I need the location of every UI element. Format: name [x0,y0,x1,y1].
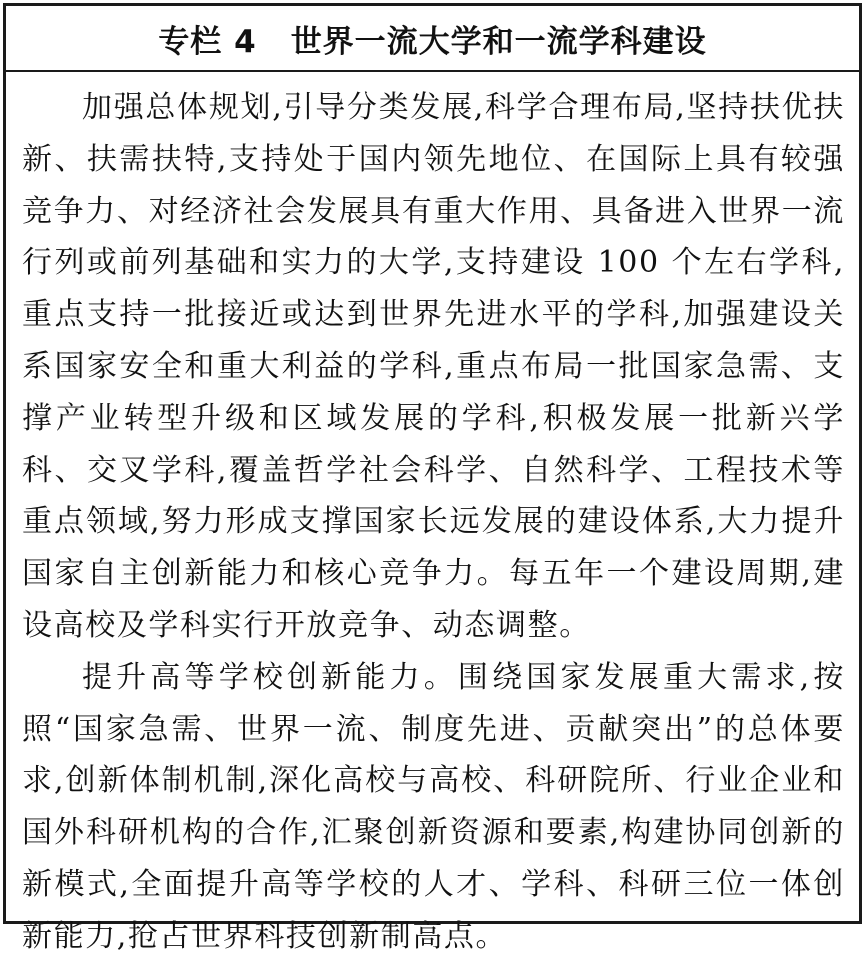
box-content [6,72,859,963]
box-title [6,6,859,72]
paragraph-1: 加强总体规划,引导分类发展,科学合理布局,坚持扶优扶新、扶需扶特,支持处于国内领先地位、在国际上具有较强竞争力、对经济社会发展具有重大作用、具备进入世界一流行列或前列基础和实力的大学,支持建设 100 个左右学科,重点支持一批接近或达到世界先进水平的学科,加强建设关系国家安全和重大利益的学科,重点布局一批国家急需、支撑产业转型升级和区域发展的学科,积极发展一批新兴学科、交叉学科,覆盖哲学社会科学、自然科学、工程技术等重点领域,努力形成支撑国家长远发展的建设体系,大力提升国家自主创新能力和核心竞争力。每五年一个建设周期,建设高校及学科实行开放竞争、动态调整。 [22,90,845,643]
paragraph-2: 提升高等学校创新能力。围绕国家发展重大需求,按照“国家急需、世界一流、制度先进、贡献突出”的总体要求,创新体制机制,深化高校与高校、科研院所、行业企业和国外科研机构的合作,汇聚创新资源和要素,构建协同创新的新模式,全面提升高等学校的人才、学科、科研三位一体创新能力,抢占世界科技创新制高点。 [22,659,845,954]
sidebar-box [3,3,862,954]
box-title-label: 专栏 4 [158,23,257,60]
box-title-text: 世界一流大学和一流学科建设 [290,23,707,60]
